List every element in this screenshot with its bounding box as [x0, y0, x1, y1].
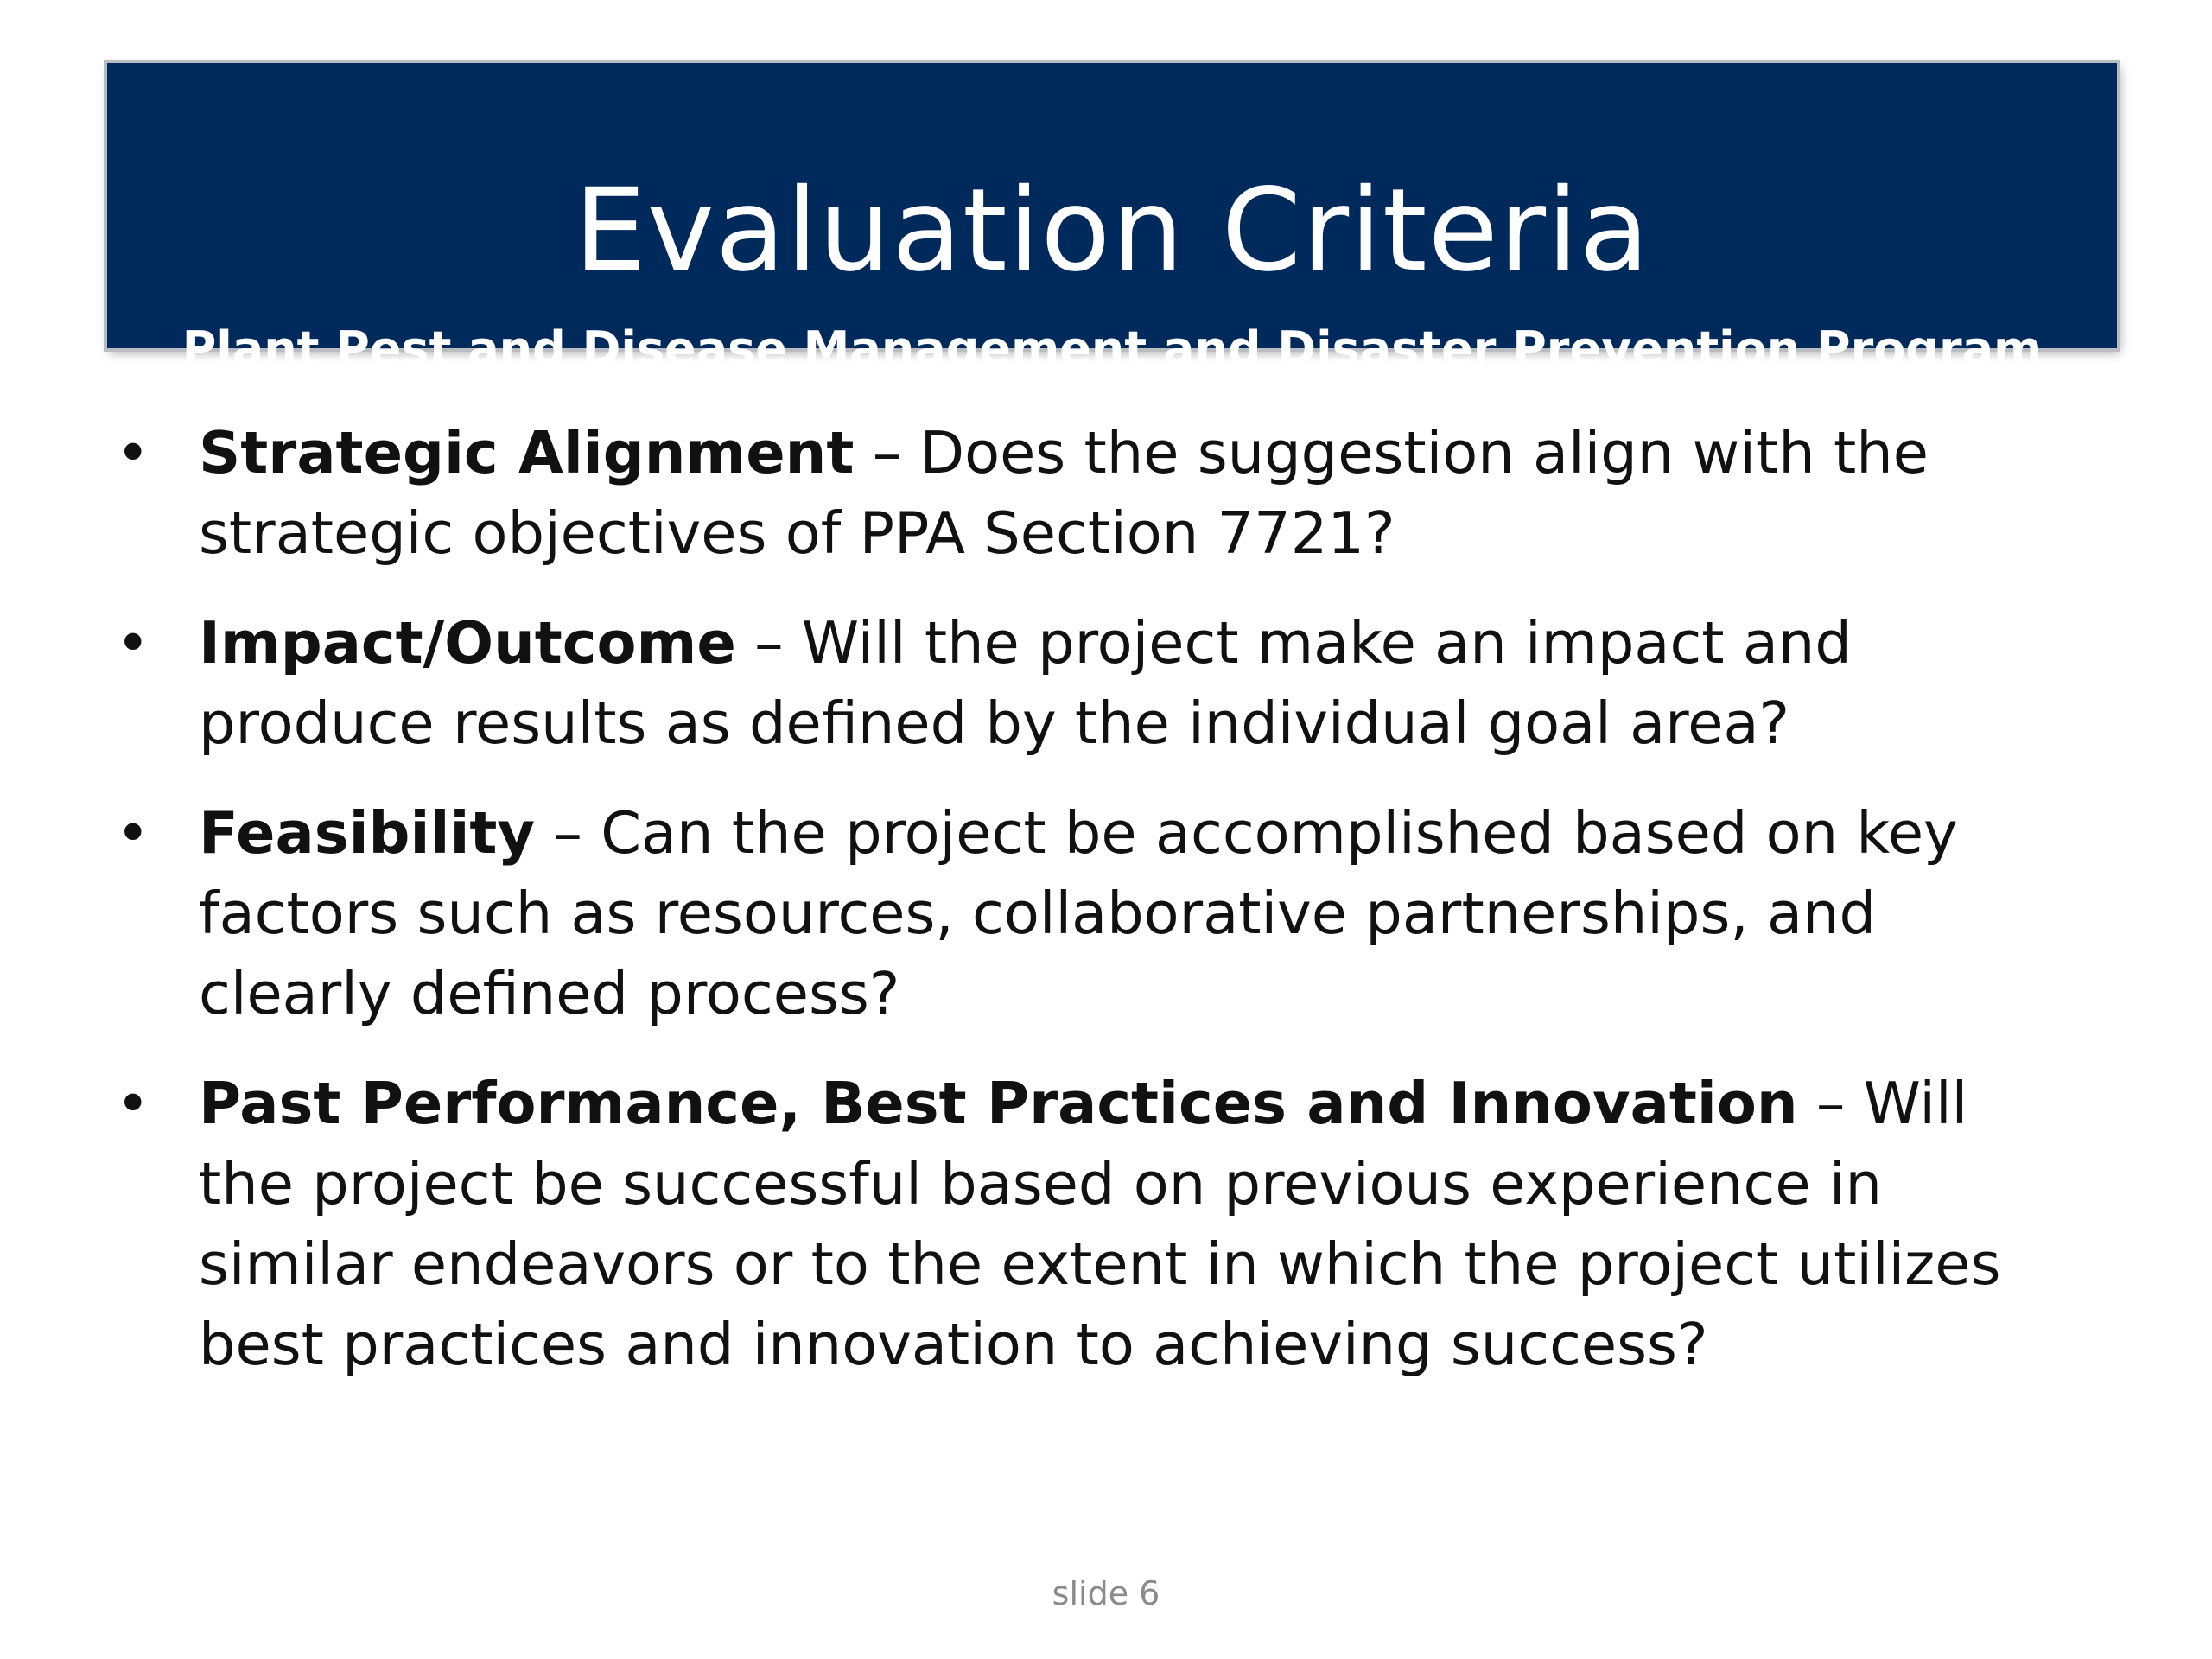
criteria-list [0, 413, 2212, 1414]
slide-title: Evaluation Criteria [574, 164, 1650, 297]
criteria-text: – Will the project be successful based on previous experience in similar endeavors or to the extent in which the project utilizes best practices and innovation to achieving success? [199, 1070, 2001, 1378]
criteria-term: Past Performance, Best Practices and Innovation [199, 1070, 1798, 1137]
slide-number: slide 6 [1052, 1574, 1160, 1612]
criteria-term: Strategic Alignment [199, 419, 855, 486]
slide-subtitle: Plant Pest and Disease Management and Disaster Prevention Program [181, 321, 2043, 376]
criteria-item-past-performance [116, 1064, 2048, 1385]
criteria-term: Impact/Outcome [199, 609, 736, 677]
bullet-icon: • [116, 799, 150, 867]
bullet-icon: • [116, 1070, 150, 1137]
criteria-item-feasibility [116, 793, 2048, 1034]
criteria-text: – Can the project be accomplished based on key factors such as resources, collaborative partnerships, and clearly defined process? [199, 799, 1958, 1027]
criteria-item-strategic-alignment [116, 413, 2048, 574]
criteria-item-impact-outcome [116, 603, 2048, 764]
criteria-text: – Will the project make an impact and produce results as defined by the individual goal area? [199, 609, 1852, 757]
criteria-term: Feasibility [199, 799, 536, 867]
criteria-text: – Does the suggestion align with the strategic objectives of PPA Section 7721? [199, 419, 1929, 567]
title-banner [107, 63, 2117, 376]
bullet-icon: • [116, 419, 150, 486]
bullet-icon: • [116, 609, 150, 677]
